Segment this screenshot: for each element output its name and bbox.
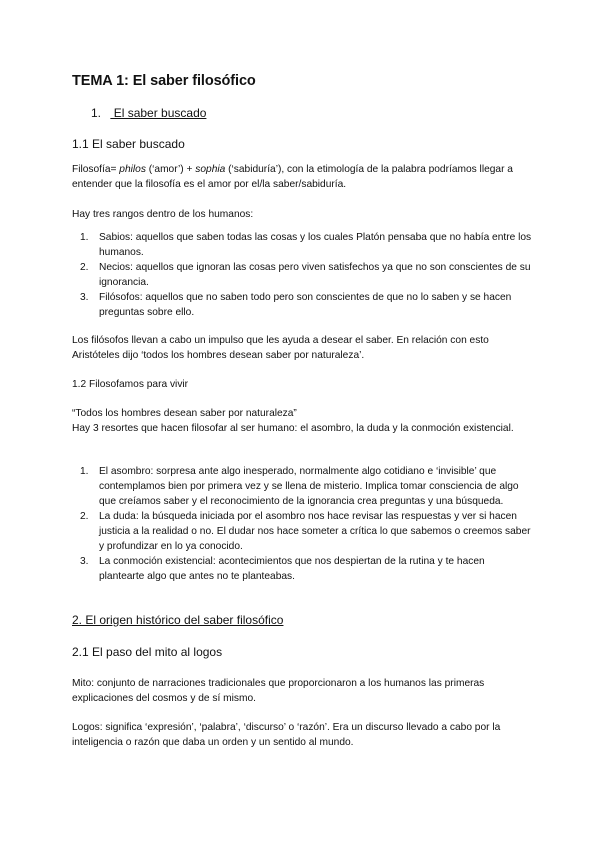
list-number: 2.: [80, 511, 89, 522]
list-item-text: La duda: la búsqueda iniciada por el asombro nos hace revisar las respuestas y ver si hacen justicia a la realidad o no. El dudar nos hace someter a crítica lo que sabemos o creemos saber y profundizar en lo ya conocido.: [99, 511, 531, 552]
list-item-text: La conmoción existencial: acontecimientos que nos despiertan de la rutina y te hacen plantearte algo que antes no te planteabas.: [99, 556, 485, 582]
etymology-text-1: Filosofía=: [72, 164, 120, 175]
list-number: 1.: [80, 232, 89, 243]
paragraph-ranks-intro: Hay tres rangos dentro de los humanos:: [72, 209, 254, 220]
list-item: [72, 260, 532, 290]
list-number: 2.: [80, 262, 89, 273]
list-item: [72, 290, 532, 320]
list-item: [72, 464, 532, 509]
list-item-text: Filósofos: aquellos que no saben todo pero son conscientes de que no lo saben y se hacen preguntas sobre ello.: [99, 292, 512, 318]
list-item-text: Necios: aquellos que ignoran las cosas pero viven satisfechos ya que no son conscientes de su ignorancia.: [99, 262, 531, 288]
list-item-text: Sabios: aquellos que saben todas las cosas y los cuales Platón pensaba que no había entre los humanos.: [99, 232, 532, 258]
subsection-1-2-heading: 1.2 Filosofamos para vivir: [72, 379, 189, 390]
section-1-heading: [91, 106, 206, 120]
list-item: [72, 554, 532, 584]
ranks-list: [72, 230, 532, 320]
quote: “Todos los hombres desean saber por naturaleza”: [72, 408, 297, 419]
list-item-text: El asombro: sorpresa ante algo inesperado, normalmente algo cotidiano e ‘invisible’ que contemplamos bien por primera vez y se llena de misterio. Implica tomar consciencia de algo que creíamos saber y el reconocimiento de la ignorancia crea preguntas y una búsqueda.: [99, 466, 519, 507]
paragraph-resortes: Hay 3 resortes que hacen filosofar al ser humano: el asombro, la duda y la conmoción existencial.: [72, 423, 514, 434]
section-1-label: El saber buscado: [110, 106, 207, 120]
list-item: [72, 509, 532, 554]
etymology-philos: philos: [119, 164, 146, 175]
section-1-number: 1.: [91, 106, 102, 120]
paragraph-mito: Mito: conjunto de narraciones tradicionales que proporcionaron a los humanos las primeras explicaciones del cosmos y de sí mismo.: [72, 678, 485, 704]
etymology-text-3: (‘sabiduría’), con la etimología de la palabra podríamos llegar a entender que la filosofía es el amor por el/la saber/sabiduría.: [72, 164, 513, 190]
resortes-list: [72, 464, 532, 584]
page-title: TEMA 1: El saber filosófico: [72, 73, 256, 89]
list-number: 3.: [80, 292, 89, 303]
etymology-sophia: sophia: [195, 164, 226, 175]
paragraph-philosophers: Los filósofos llevan a cabo un impulso que les ayuda a desear el saber. En relación con esto Aristóteles dijo ‘todos los hombres desean saber por naturaleza’.: [72, 335, 489, 361]
etymology-text-2: (‘amor’) +: [145, 164, 196, 175]
subsection-1-1-heading: 1.1 El saber buscado: [72, 137, 185, 151]
paragraph-etymology: [72, 162, 532, 192]
subsection-2-1-heading: 2.1 El paso del mito al logos: [72, 645, 223, 659]
list-number: 3.: [80, 556, 89, 567]
paragraph-logos: Logos: significa ‘expresión’, ‘palabra’, ‘discurso’ o ‘razón’. Era un discurso llevado a cabo por la inteligencia o razón que daba un orden y un sentido al mundo.: [72, 722, 501, 748]
list-item: [72, 230, 532, 260]
list-number: 1.: [80, 466, 89, 477]
section-2-heading: 2. El origen histórico del saber filosófico: [72, 613, 284, 627]
